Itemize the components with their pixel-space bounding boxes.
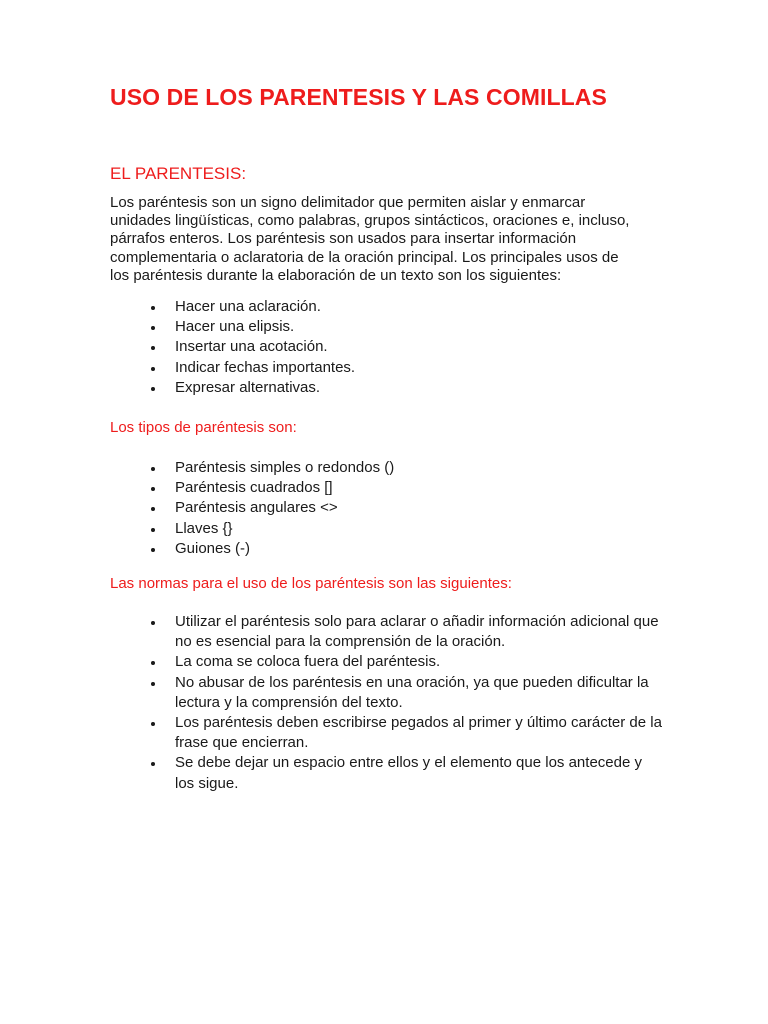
list-item-text: Hacer una elipsis. <box>175 318 295 336</box>
usos-list <box>0 297 665 398</box>
list-item <box>0 358 665 378</box>
intro-line: complementaria o aclaratoria de la oración principal. Los principales usos de <box>110 248 619 266</box>
list-item-text: Indicar fechas importantes. <box>175 358 356 376</box>
section-heading-tipos: Los tipos de paréntesis son: <box>110 419 297 436</box>
normas-list <box>0 612 665 794</box>
intro-line: los paréntesis durante la elaboración de un texto son los siguientes: <box>110 266 562 284</box>
list-item <box>0 539 665 559</box>
list-item <box>0 498 665 518</box>
list-item <box>0 297 665 317</box>
list-item-text: Utilizar el paréntesis solo para aclarar o añadir información adicional que no es esencial para la comprensión de la oración. <box>175 613 659 651</box>
bullet-icon <box>151 387 155 391</box>
list-item-text: Guiones (-) <box>175 539 251 557</box>
list-item-text: Hacer una aclaración. <box>175 298 321 315</box>
bullet-icon <box>151 528 155 532</box>
section-heading-normas: Las normas para el uso de los paréntesis son las siguientes: <box>110 575 512 592</box>
intro-line: Los paréntesis son un signo delimitador que permiten aislar y enmarcar <box>110 194 586 211</box>
list-item <box>0 652 665 672</box>
bullet-icon <box>151 487 155 491</box>
list-item-text: Los paréntesis deben escribirse pegados al primer y último carácter de la frase que encierran. <box>175 714 662 752</box>
list-item-text: Se debe dejar un espacio entre ellos y el elemento que los antecede y los sigue. <box>175 754 642 792</box>
list-item <box>0 519 665 539</box>
list-item-text: Paréntesis cuadrados [] <box>175 479 333 497</box>
bullet-icon <box>151 367 155 371</box>
bullet-icon <box>151 661 155 665</box>
bullet-icon <box>151 682 155 686</box>
list-item <box>0 458 665 478</box>
list-item-text: Llaves {} <box>175 519 233 537</box>
list-item <box>0 337 665 357</box>
bullet-icon <box>151 346 155 350</box>
list-item <box>0 478 665 498</box>
bullet-icon <box>151 722 155 726</box>
list-item-text: La coma se coloca fuera del paréntesis. <box>175 653 441 671</box>
intro-line: párrafos enteros. Los paréntesis son usados para insertar información <box>110 230 577 248</box>
intro-paragraph <box>110 194 670 285</box>
list-item <box>0 673 665 713</box>
list-item-text: Paréntesis simples o redondos () <box>175 459 395 476</box>
list-item-text: No abusar de los paréntesis en una oración, ya que pueden dificultar la lectura y la comprensión del texto. <box>175 673 649 711</box>
document-title: USO DE LOS PARENTESIS Y LAS COMILLAS <box>110 84 607 110</box>
list-item <box>0 317 665 337</box>
list-item-text: Insertar una acotación. <box>175 338 328 356</box>
section-heading-parentesis: EL PARENTESIS: <box>110 164 247 183</box>
list-item <box>0 753 665 793</box>
tipos-list <box>0 458 665 559</box>
list-item-text: Paréntesis angulares <> <box>175 499 338 517</box>
bullet-icon <box>151 762 155 766</box>
bullet-icon <box>151 326 155 330</box>
list-item <box>0 713 665 753</box>
bullet-icon <box>151 467 155 471</box>
bullet-icon <box>151 548 155 552</box>
list-item-text: Expresar alternativas. <box>175 378 321 396</box>
intro-line: unidades lingüísticas, como palabras, grupos sintácticos, oraciones e, incluso, <box>110 212 630 230</box>
list-item <box>0 378 665 398</box>
bullet-icon <box>151 507 155 511</box>
bullet-icon <box>151 306 155 310</box>
bullet-icon <box>151 621 155 625</box>
list-item <box>0 612 665 652</box>
